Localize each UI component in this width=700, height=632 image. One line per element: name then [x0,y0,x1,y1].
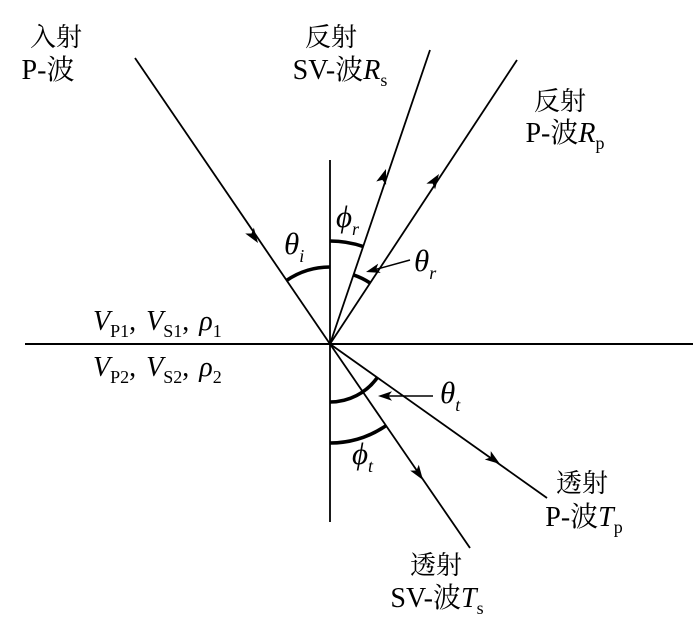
theta-r-label: $\theta_r$ [414,243,437,283]
incident-ray-arrowhead-icon [245,228,262,246]
lower-medium-label: $V_{P2}$, $V_{S2}$, $\rho_2$ [93,352,222,387]
reflected-p-arrowhead-icon [426,171,443,189]
incident-wave-label-line2: P-波 [21,55,75,86]
reflected-sv-label-line1: 反射 [304,23,358,52]
transmitted-p-ray [330,344,547,498]
theta-r-arc [354,275,371,283]
transmitted-sv-arrowhead-icon [410,465,427,483]
phi-t-label: $\phi_t$ [352,436,374,476]
reflected-sv-label-line2: SV-波$R_s$ [292,55,388,90]
theta-t-label: $\theta_t$ [440,375,461,415]
phi-r-label: $\phi_r$ [336,199,360,239]
transmitted-sv-label-line1: 透射 [409,551,463,580]
theta-i-arc [287,267,331,281]
upper-medium-label: $V_{P1}$, $V_{S1}$, $\rho_1$ [93,306,222,341]
incident-p-ray [135,58,330,344]
transmitted-p-label-line1: 透射 [555,469,609,498]
transmitted-sv-label-line2: SV-波$T_s$ [390,583,484,618]
transmitted-p-label-line2: P-波$T_p$ [545,502,623,537]
reflected-sv-ray [330,50,430,344]
theta-i-label: $\theta_i$ [284,226,305,266]
reflected-p-label-line1: 反射 [533,87,587,116]
reflected-p-ray [330,60,517,344]
incident-wave-label-line1: 入射 [29,23,83,52]
reflected-p-label-line2: P-波$R_p$ [525,118,605,153]
theta-t-arc [330,378,377,402]
phi-r-arc [330,241,363,247]
